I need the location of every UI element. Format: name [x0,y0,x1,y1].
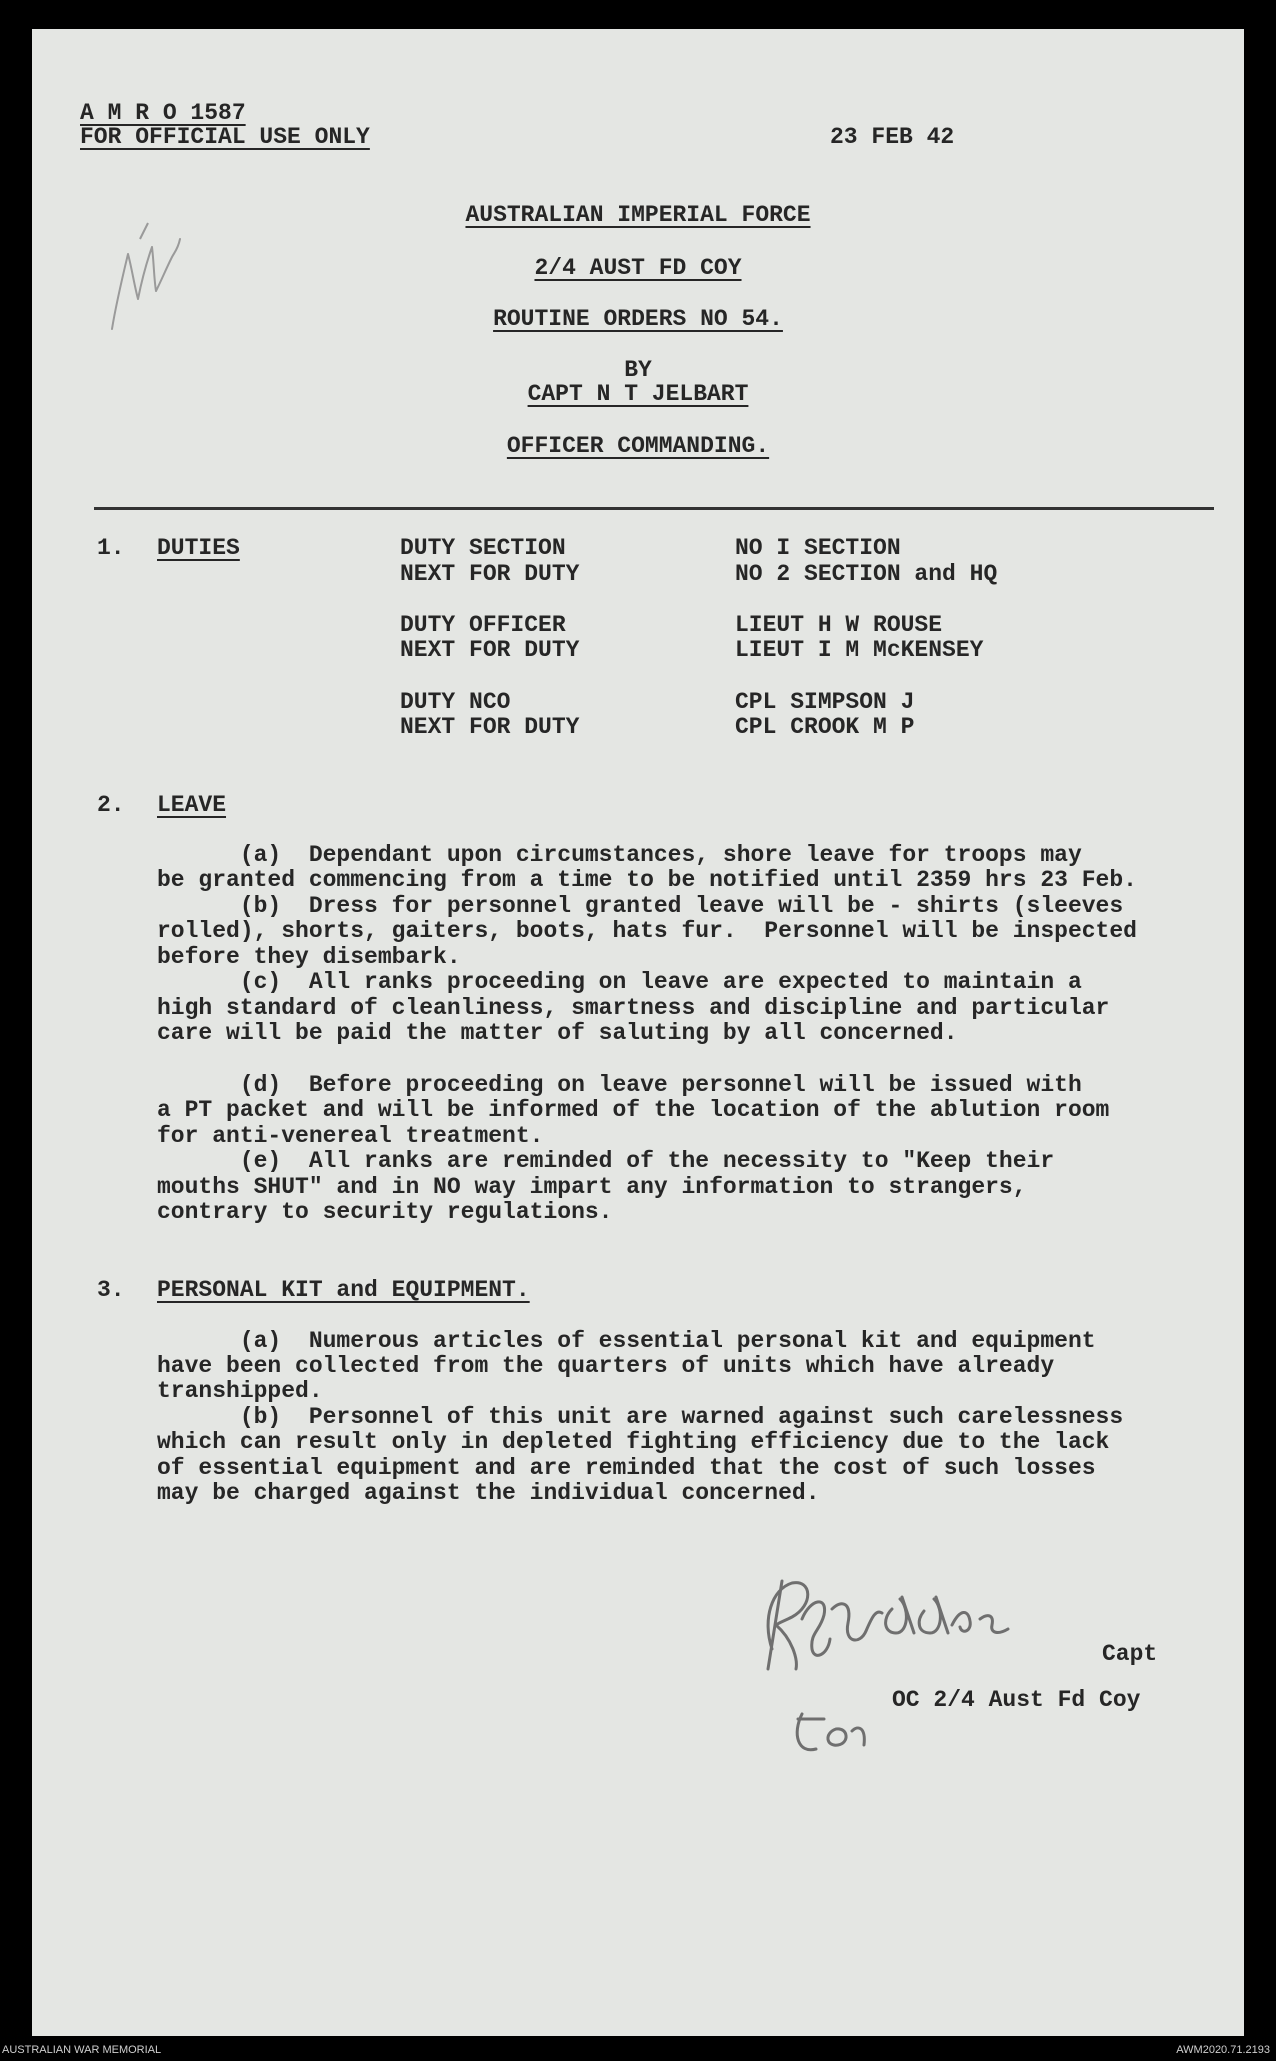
kit-line: may be charged against the individual concerned. [157,1480,820,1506]
title-line-1: AUSTRALIAN IMPERIAL FORCE [465,202,811,228]
leave-line: (e) All ranks are reminded of the necessity to "Keep their [157,1148,1055,1174]
footer-accession: AWM2020.71.2193 [1176,2044,1270,2056]
section-1-heading: DUTIES [157,535,240,561]
divider-rule [94,507,1214,510]
duty-label: NEXT FOR DUTY [400,637,580,663]
duty-label: DUTY OFFICER [400,612,566,638]
leave-line: contrary to security regulations. [157,1199,613,1225]
leave-line: mouths SHUT" and in NO way impart any information to strangers, [157,1174,1027,1200]
duty-label: DUTY SECTION [400,535,566,561]
leave-line: (a) Dependant upon circumstances, shore leave for troops may [157,842,1082,868]
section-2-number: 2. [97,792,125,818]
leave-line: (d) Before proceeding on leave personnel will be issued with [157,1072,1082,1098]
section-3-number: 3. [97,1277,125,1303]
section-3-heading: PERSONAL KIT and EQUIPMENT. [157,1277,530,1303]
kit-line: (b) Personnel of this unit are warned against such carelessness [157,1404,1124,1430]
duty-value: LIEUT I M McKENSEY [735,637,984,663]
document-page [32,29,1244,2036]
duty-label: NEXT FOR DUTY [400,714,580,740]
handwritten-signature [732,1569,1152,1779]
kit-line: which can result only in depleted fighting efficiency due to the lack [157,1429,1110,1455]
leave-line: for anti-venereal treatment. [157,1123,544,1149]
section-1-number: 1. [97,535,125,561]
leave-line: rolled), shorts, gaiters, boots, hats fur. Personnel will be inspected [157,918,1137,944]
duty-value: CPL CROOK M P [735,714,915,740]
kit-line: transhipped. [157,1378,323,1404]
kit-line: (a) Numerous articles of essential personal kit and equipment [157,1328,1096,1354]
duty-value: CPL SIMPSON J [735,689,915,715]
footer-source: AUSTRALIAN WAR MEMORIAL [2,2044,162,2056]
duty-value: NO 2 SECTION and HQ [735,561,998,587]
duty-value: LIEUT H W ROUSE [735,612,943,638]
duty-value: NO I SECTION [735,535,901,561]
leave-line: a PT packet and will be informed of the location of the ablution room [157,1097,1110,1123]
title-by: BY [624,357,652,383]
document-date: 23 FEB 42 [830,124,955,150]
leave-line: (b) Dress for personnel granted leave will be - shirts (sleeves [157,893,1124,919]
leave-line: (c) All ranks proceeding on leave are expected to maintain a [157,969,1082,995]
title-role: OFFICER COMMANDING. [506,433,770,459]
signatory-rank: Capt [1102,1641,1158,1667]
duty-label: DUTY NCO [400,689,511,715]
leave-line: high standard of cleanliness, smartness and discipline and particular [157,995,1110,1021]
title-line-2: 2/4 AUST FD COY [534,255,742,281]
title-line-3: ROUTINE ORDERS NO 54. [493,306,783,332]
reference-number: A M R O 1587 [80,100,246,126]
title-name: CAPT N T JELBART [527,381,749,407]
kit-line: of essential equipment and are reminded that the cost of such losses [157,1455,1096,1481]
leave-line: before they disembark. [157,944,461,970]
leave-line: care will be paid the matter of saluting by all concerned. [157,1020,958,1046]
section-2-heading: LEAVE [157,792,227,818]
classification: FOR OFFICIAL USE ONLY [80,124,370,150]
kit-line: have been collected from the quarters of units which have already [157,1353,1055,1379]
signatory-unit: OC 2/4 Aust Fd Coy [892,1687,1141,1713]
duty-label: NEXT FOR DUTY [400,561,580,587]
leave-line: be granted commencing from a time to be notified until 2359 hrs 23 Feb. [157,867,1137,893]
